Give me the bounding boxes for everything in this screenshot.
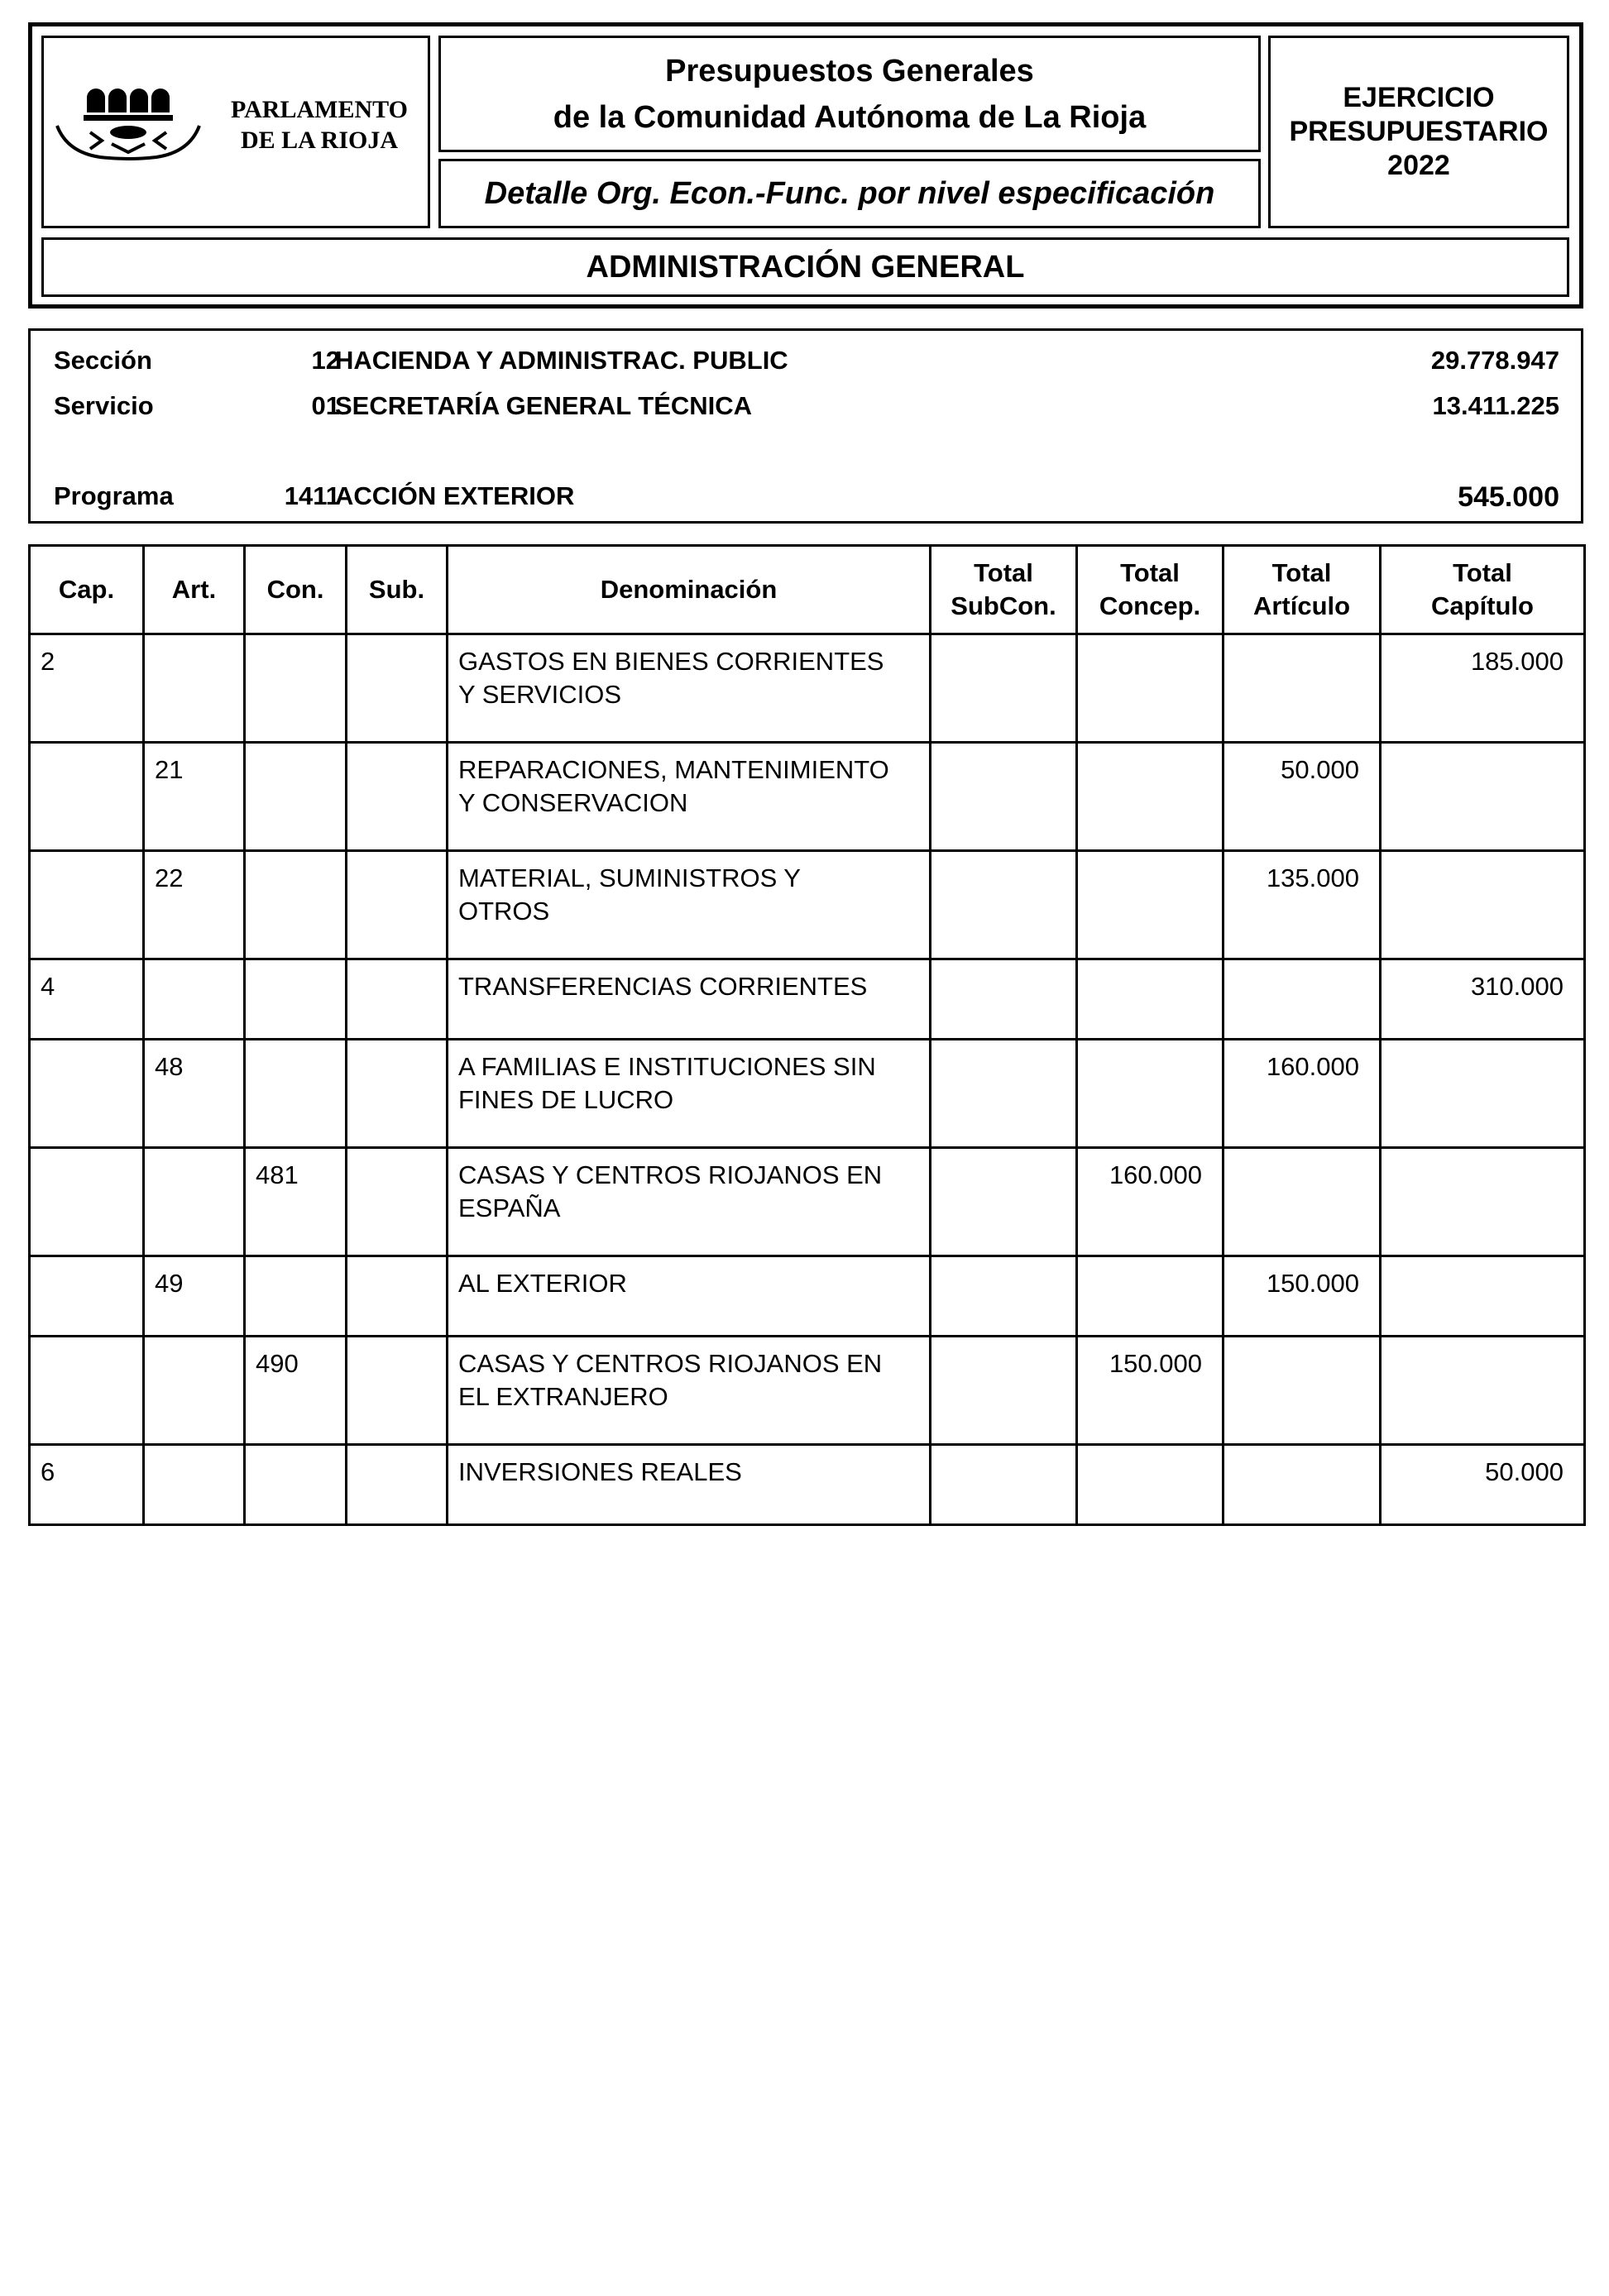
cell-denominacion [448, 1337, 931, 1445]
cell-sub [347, 743, 448, 851]
seccion-name: HACIENDA Y ADMINISTRAC. PUBLIC [335, 346, 788, 375]
cell-total-articulo [1224, 634, 1381, 743]
cell-denominacion [448, 1256, 931, 1337]
cell-total-articulo: 50.000 [1224, 743, 1381, 851]
table-row [30, 634, 1585, 743]
den-line1: AL EXTERIOR [458, 1269, 627, 1298]
cell-total-concep [1077, 1040, 1224, 1148]
cell-denominacion [448, 634, 931, 743]
cell-total-capitulo: 310.000 [1381, 959, 1585, 1040]
cell-art: 49 [144, 1256, 245, 1337]
den-line2: Y CONSERVACION [458, 788, 688, 817]
cell-sub [347, 1445, 448, 1525]
title-line2: de la Comunidad Autónoma de La Rioja [553, 99, 1147, 135]
cell-sub [347, 1256, 448, 1337]
cell-total-capitulo [1381, 743, 1585, 851]
col-total-articulo-line2: Artículo [1252, 591, 1351, 620]
den-line2: OTROS [458, 897, 550, 926]
program-info [28, 328, 1583, 524]
programa-code: 1411 [284, 481, 340, 510]
cell-art: 48 [144, 1040, 245, 1148]
cell-con [245, 743, 347, 851]
den-line2: EL EXTRANJERO [458, 1382, 668, 1411]
cell-art [144, 1148, 245, 1256]
cell-total-articulo [1224, 1148, 1381, 1256]
cell-con [245, 959, 347, 1040]
cell-total-capitulo: 185.000 [1381, 634, 1585, 743]
col-total-concep-line2: Concep. [1099, 591, 1201, 620]
cell-total-articulo: 160.000 [1224, 1040, 1381, 1148]
cell-con: 490 [245, 1337, 347, 1445]
logo-text-line2: DE LA RIOJA [240, 127, 399, 154]
col-cap: Cap. [30, 546, 144, 634]
den-line1: CASAS Y CENTROS RIOJANOS EN [458, 1349, 883, 1378]
servicio-name: SECRETARÍA GENERAL TÉCNICA [335, 391, 753, 420]
cell-cap [30, 1040, 144, 1148]
programa-name: ACCIÓN EXTERIOR [335, 481, 575, 510]
logo-box [41, 36, 430, 228]
cell-total-concep [1077, 959, 1224, 1040]
cell-con [245, 1445, 347, 1525]
cell-total-articulo [1224, 959, 1381, 1040]
cell-total-subcon [931, 743, 1077, 851]
cell-art: 21 [144, 743, 245, 851]
den-line1: A FAMILIAS E INSTITUCIONES SIN [458, 1052, 876, 1081]
document-title [438, 36, 1261, 152]
col-total-subcon-line1: Total [974, 558, 1033, 587]
cell-cap [30, 1337, 144, 1445]
cell-con: 481 [245, 1148, 347, 1256]
cell-total-subcon [931, 1148, 1077, 1256]
table-header-row [30, 546, 1585, 634]
cell-denominacion [448, 1445, 931, 1525]
table-row [30, 1445, 1585, 1525]
table-row [30, 1337, 1585, 1445]
cell-total-subcon [931, 1337, 1077, 1445]
table-row [30, 851, 1585, 959]
col-total-concep-line1: Total [1120, 558, 1180, 587]
cell-sub [347, 851, 448, 959]
cell-sub [347, 959, 448, 1040]
servicio-row [31, 391, 1581, 424]
col-total-articulo-line1: Total [1271, 558, 1332, 587]
cell-con [245, 1256, 347, 1337]
cell-cap [30, 851, 144, 959]
col-total-capitulo [1381, 546, 1585, 634]
col-total-capitulo-line2: Capítulo [1431, 591, 1534, 620]
den-line2: ESPAÑA [458, 1193, 561, 1222]
year-line1: EJERCICIO [1343, 82, 1495, 113]
cell-denominacion [448, 959, 931, 1040]
den-line1: REPARACIONES, MANTENIMIENTO [458, 755, 889, 784]
den-line1: INVERSIONES REALES [458, 1457, 742, 1486]
seccion-row [31, 346, 1581, 379]
cell-total-concep: 160.000 [1077, 1148, 1224, 1256]
den-line2: FINES DE LUCRO [458, 1085, 674, 1114]
cell-total-subcon [931, 1040, 1077, 1148]
year-value: 2022 [1387, 150, 1450, 181]
document-subtitle: Detalle Org. Econ.-Func. por nivel especificación [438, 159, 1261, 228]
programa-label: Programa [54, 481, 174, 510]
cell-total-concep [1077, 1445, 1224, 1525]
cell-denominacion [448, 1040, 931, 1148]
table-row [30, 1040, 1585, 1148]
den-line1: CASAS Y CENTROS RIOJANOS EN [458, 1160, 883, 1189]
title-line1: Presupuestos Generales [665, 53, 1034, 88]
cell-art: 22 [144, 851, 245, 959]
cell-total-capitulo [1381, 1337, 1585, 1445]
den-line1: TRANSFERENCIAS CORRIENTES [458, 972, 868, 1001]
logo-text-line1: PARLAMENTO [231, 96, 408, 123]
cell-art [144, 1445, 245, 1525]
cell-total-subcon [931, 1256, 1077, 1337]
cell-con [245, 851, 347, 959]
cell-art [144, 959, 245, 1040]
cell-total-articulo [1224, 1337, 1381, 1445]
cell-cap [30, 1256, 144, 1337]
cell-total-capitulo [1381, 1040, 1585, 1148]
col-denominacion: Denominación [448, 546, 931, 634]
col-sub: Sub. [347, 546, 448, 634]
cell-total-subcon [931, 851, 1077, 959]
seccion-amount: 29.778.947 [1430, 346, 1559, 375]
cell-total-concep: 150.000 [1077, 1337, 1224, 1445]
cell-denominacion [448, 851, 931, 959]
cell-total-capitulo [1381, 1148, 1585, 1256]
seccion-code: 12 [311, 346, 340, 375]
col-total-articulo [1224, 546, 1381, 634]
cell-denominacion [448, 743, 931, 851]
cell-art [144, 634, 245, 743]
cell-total-concep [1077, 634, 1224, 743]
cell-sub [347, 1040, 448, 1148]
den-line1: MATERIAL, SUMINISTROS Y [458, 863, 801, 892]
cell-total-concep [1077, 743, 1224, 851]
servicio-label: Servicio [54, 391, 154, 420]
cell-cap [30, 1148, 144, 1256]
cell-total-capitulo [1381, 1256, 1585, 1337]
cell-cap: 2 [30, 634, 144, 743]
cell-total-articulo [1224, 1445, 1381, 1525]
cell-cap: 4 [30, 959, 144, 1040]
col-con: Con. [245, 546, 347, 634]
cell-cap: 6 [30, 1445, 144, 1525]
servicio-code: 01 [311, 391, 340, 420]
cell-sub [347, 634, 448, 743]
cell-sub [347, 1148, 448, 1256]
administration-heading: ADMINISTRACIÓN GENERAL [41, 237, 1569, 297]
programa-amount: 545.000 [1458, 481, 1559, 513]
year-line2: PRESUPUESTARIO [1289, 116, 1549, 147]
servicio-amount: 13.411.225 [1432, 391, 1559, 420]
col-total-capitulo-line1: Total [1453, 558, 1512, 587]
budget-year [1268, 36, 1569, 228]
cell-denominacion [448, 1148, 931, 1256]
table-row [30, 1256, 1585, 1337]
cell-cap [30, 743, 144, 851]
parliament-logo-icon [50, 73, 216, 189]
budget-table [28, 544, 1586, 1526]
cell-con [245, 1040, 347, 1148]
programa-row [31, 481, 1581, 514]
cell-art [144, 1337, 245, 1445]
seccion-label: Sección [54, 346, 152, 375]
cell-sub [347, 1337, 448, 1445]
logo-text [216, 94, 423, 155]
cell-total-subcon [931, 1445, 1077, 1525]
col-total-subcon [931, 546, 1077, 634]
den-line1: GASTOS EN BIENES CORRIENTES [458, 647, 884, 676]
col-total-concep [1077, 546, 1224, 634]
table-row [30, 743, 1585, 851]
col-total-subcon-line2: SubCon. [951, 591, 1056, 620]
cell-total-subcon [931, 959, 1077, 1040]
cell-total-articulo: 135.000 [1224, 851, 1381, 959]
cell-total-articulo: 150.000 [1224, 1256, 1381, 1337]
table-row [30, 959, 1585, 1040]
col-art: Art. [144, 546, 245, 634]
table-row [30, 1148, 1585, 1256]
cell-total-capitulo [1381, 851, 1585, 959]
cell-total-capitulo: 50.000 [1381, 1445, 1585, 1525]
den-line2: Y SERVICIOS [458, 680, 621, 709]
cell-total-concep [1077, 1256, 1224, 1337]
cell-con [245, 634, 347, 743]
cell-total-subcon [931, 634, 1077, 743]
cell-total-concep [1077, 851, 1224, 959]
